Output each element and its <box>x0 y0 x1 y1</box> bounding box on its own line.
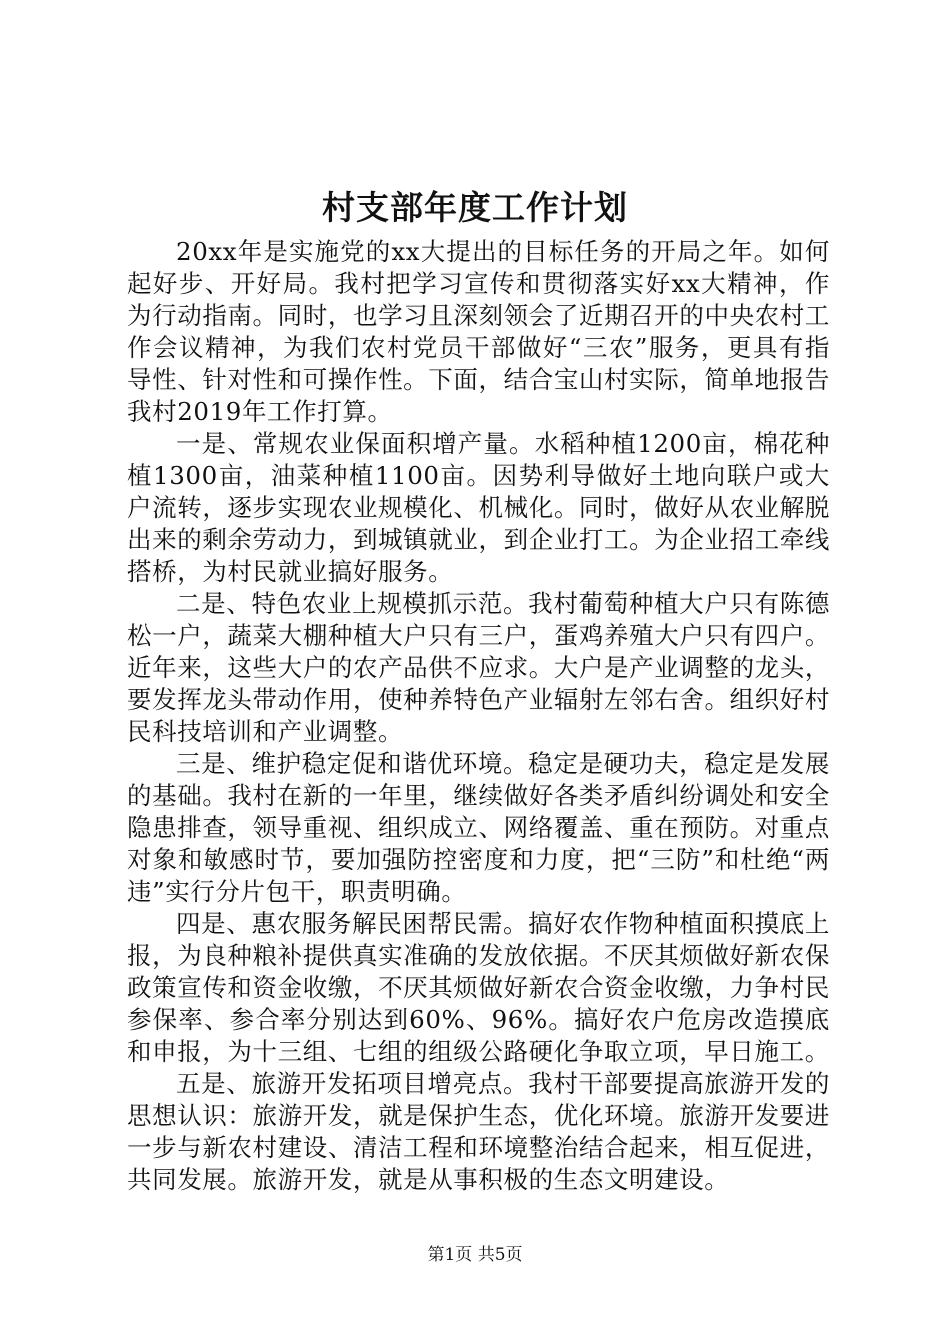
document-body <box>127 236 830 1196</box>
document-title: 村支部年度工作计划 <box>322 188 628 227</box>
paragraph-5: 五是、旅游开发拓项目增亮点。我村干部要提高旅游开发的思想认识：旅游开发，就是保护生态，优化环境。旅游开发要进一步与新农村建设、清洁工程和环境整治结合起来，相互促进，共同发展。旅游开发，就是从事积极的生态文明建设。 <box>127 1069 830 1194</box>
page-footer: 第1页 共5页 <box>427 1245 523 1265</box>
paragraph-4: 四是、惠农服务解民困帮民需。搞好农作物种植面积摸底上报，为良种粮补提供真实准确的发放依据。不厌其烦做好新农保政策宣传和资金收缴，不厌其烦做好新农合资金收缴，力争村民参保率、参合率分别达到60%、96%。搞好农户危房改造摸底和申报，为十三组、七组的组级公路硬化争取立项，早日施工。 <box>127 909 830 1066</box>
paragraph-intro: 20xx年是实施党的xx大提出的目标任务的开局之年。如何起好步、开好局。我村把学习宣传和贯彻落实好xx大精神，作为行动指南。同时，也学习且深刻领会了近期召开的中央农村工作会议精神，为我们农村党员干部做好“三农”服务，更具有指导性、针对性和可操作性。下面，结合宝山村实际，简单地报告我村2019年工作打算。 <box>127 237 830 426</box>
paragraph-3: 三是、维护稳定促和谐优环境。稳定是硬功夫，稳定是发展的基础。我村在新的一年里，继续做好各类矛盾纠纷调处和安全隐患排查，领导重视、组织成立、网络覆盖、重在预防。对重点对象和敏感时节，要加强防控密度和力度，把“三防”和杜绝“两违”实行分片包干，职责明确。 <box>127 749 830 906</box>
paragraph-1: 一是、常规农业保面积增产量。水稻种植1200亩，棉花种植1300亩，油菜种植1100亩。因势利导做好土地向联户或大户流转，逐步实现农业规模化、机械化。同时，做好从农业解脱出来的剩余劳动力，到城镇就业，到企业打工。为企业招工牵线搭桥，为村民就业搞好服务。 <box>127 429 830 586</box>
paragraph-2: 二是、特色农业上规模抓示范。我村葡萄种植大户只有陈德松一户，蔬菜大棚种植大户只有三户，蛋鸡养殖大户只有四户。近年来，这些大户的农产品供不应求。大户是产业调整的龙头，要发挥龙头带动作用，使种养特色产业辐射左邻右舍。组织好村民科技培训和产业调整。 <box>127 589 830 746</box>
